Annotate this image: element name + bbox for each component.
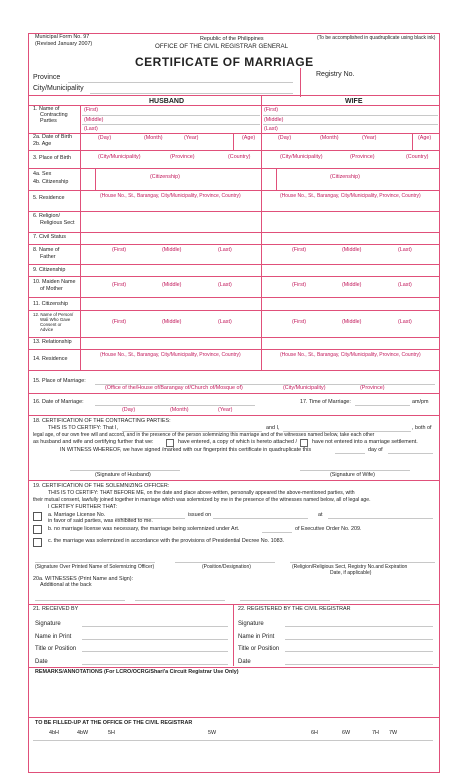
license-place-field[interactable]	[328, 518, 433, 519]
husband-middle-hint: (Middle)	[84, 117, 104, 123]
husband-residence-hint: (House No., St., Barangay, City/Municipality, Province, Country)	[100, 193, 241, 199]
label-consent: 12. Name of Person/	[33, 312, 74, 317]
registered-signature-field[interactable]	[285, 626, 433, 627]
s18-line4: IN WITNESS WHEREOF, we have signed /marked with our fingerprint this certificate in quadruplicate this	[60, 447, 312, 453]
received-title-field[interactable]	[82, 651, 228, 652]
registered-title-label: Title or Position	[238, 646, 280, 652]
registered-by-title: 22. REGISTERED BY THE CIVIL REGISTRAR	[238, 606, 351, 612]
no-license-checkbox[interactable]	[33, 525, 42, 534]
registered-name-field[interactable]	[285, 639, 433, 640]
s19-line2: their mutual consent, lawfully joined together in marriage which was solemnized by me in the presence of the witnesses named below, all of legal age.	[33, 497, 371, 503]
place-city-hint: (City/Municipality)	[283, 385, 326, 391]
label-relationship: 13. Relationship	[33, 339, 72, 345]
s19-line1: THIS IS TO CERTIFY: THAT BEFORE ME, on the date and place above-written, personally appeared the above-mentioned parties, with	[48, 490, 355, 496]
received-by-title: 21. RECEIVED BY	[33, 606, 79, 612]
husband-mother-middle-hint: (Middle)	[162, 282, 182, 288]
s18-line1b: and I,	[266, 425, 280, 431]
wife-citizenship-hint: (Citizenship)	[330, 174, 360, 180]
husband-consent-middle-hint: (Middle)	[162, 319, 182, 325]
wife-residence-hint: (House No., St., Barangay, City/Municipality, Province, Country)	[280, 193, 421, 199]
row-line	[29, 150, 439, 151]
husband-citizenship-hint: (Citizenship)	[150, 174, 180, 180]
husband-day-hint: (Day)	[98, 135, 112, 141]
wife-father-middle-hint: (Middle)	[342, 247, 362, 253]
row-line	[29, 244, 439, 245]
s19-c: c. the marriage was solemnized in accordance with the provisions of Presidential Decree No. 1083.	[48, 538, 285, 544]
label-consent-2: Wali Who Gave	[40, 317, 71, 322]
code-5W: 5W	[208, 730, 217, 736]
row-line	[29, 310, 439, 311]
marriage-month-hint: (Month)	[170, 407, 189, 413]
label-age: 2b. Age	[33, 141, 52, 147]
row-line	[29, 717, 439, 718]
form-revision: (Revised January 2007)	[35, 41, 93, 47]
s18-line3a: as husband and wife and certifying further that we:	[33, 439, 154, 445]
received-name-label: Name in Print	[35, 634, 72, 640]
label-sex: 4a. Sex	[33, 171, 52, 177]
wife-signature-label: (Signature of Wife)	[330, 472, 375, 478]
husband-first-hint: (First)	[84, 107, 99, 113]
registered-date-field[interactable]	[285, 664, 433, 665]
s18-line1c: , both of	[412, 425, 432, 431]
province-label: Province	[33, 74, 61, 81]
received-signature-field[interactable]	[82, 626, 228, 627]
article-field[interactable]	[262, 532, 292, 533]
spouse-column-divider	[261, 96, 262, 370]
registered-signature-label: Signature	[238, 621, 264, 627]
wife-first-hint: (First)	[264, 107, 279, 113]
label-citizenship-11: 11. Citizenship	[33, 301, 68, 307]
wife-day-hint: (Day)	[278, 135, 292, 141]
s18-title: 18. CERTIFICATION OF THE CONTRACTING PARTIES:	[33, 418, 171, 424]
wife-year-hint: (Year)	[362, 135, 377, 141]
s18-line3b: have entered, a copy of which is hereto attached /	[178, 439, 297, 445]
row-line	[29, 297, 439, 298]
registrar-divider	[233, 604, 234, 666]
wife-month-hint: (Month)	[320, 135, 339, 141]
place-province-hint: (Province)	[360, 385, 385, 391]
code-5H: 5H	[108, 730, 115, 736]
s19-a1b: issued on	[188, 512, 212, 518]
label-consent-4: Advice	[40, 327, 54, 332]
husband-pob-country-hint: (Country)	[228, 154, 251, 160]
wife-middle-field[interactable]	[263, 124, 438, 125]
s19-b: b. no marriage license was necessary, the marriage being solemnized under Art.	[48, 526, 240, 532]
witness-month-field[interactable]	[388, 453, 433, 454]
husband-age-hint: (Age)	[242, 135, 256, 141]
s19-line3: I CERTIFY FURTHER THAT:	[48, 504, 117, 510]
row-line	[29, 480, 439, 481]
s19-a1: a. Marriage License No.	[48, 512, 106, 518]
husband-year-hint: (Year)	[184, 135, 199, 141]
remarks-title: REMARKS/ANNOTATIONS (For LCRO/OCRG/Shari'a Circuit Registrar Use Only)	[35, 669, 239, 675]
wife-pob-city-hint: (City/Municipality)	[280, 154, 323, 160]
registered-title-field[interactable]	[285, 651, 433, 652]
wife-father-first-hint: (First)	[292, 247, 307, 253]
wife-pob-province-hint: (Province)	[350, 154, 375, 160]
wife-pob-country-hint: (Country)	[406, 154, 429, 160]
wife-signature-field[interactable]	[300, 470, 410, 471]
label-religion-2: Religious Sect	[40, 220, 75, 226]
label-citizenship: 4b. Citizenship	[33, 179, 69, 185]
wife-consent-last-hint: (Last)	[398, 319, 412, 325]
received-signature-label: Signature	[35, 621, 61, 627]
place-of-marriage-label: 15. Place of Marriage:	[33, 378, 86, 384]
license-issued-field[interactable]	[213, 518, 308, 519]
code-4bW: 4bW	[77, 730, 89, 736]
ampm-label: am/pm	[412, 399, 429, 405]
label-residence: 5. Residence	[33, 195, 65, 201]
husband-consent-first-hint: (First)	[112, 319, 127, 325]
row-line	[29, 190, 439, 191]
age-divider	[412, 133, 413, 150]
witness-day-field[interactable]	[335, 453, 365, 454]
label-religion: 6. Religion/	[33, 213, 60, 219]
pd1083-checkbox[interactable]	[33, 538, 42, 547]
wife-middle-hint: (Middle)	[264, 117, 284, 123]
republic-label: Republic of the Philippines	[200, 36, 264, 42]
label-consent-3: Consent or	[40, 322, 62, 327]
received-name-field[interactable]	[82, 639, 228, 640]
label-mother: 10. Maiden Name	[33, 279, 76, 285]
code-7W: 7W	[389, 730, 398, 736]
row-line	[29, 211, 439, 212]
husband-consent-last-hint: (Last)	[218, 319, 232, 325]
witness-4-field[interactable]	[340, 600, 430, 601]
s18-line4b: day of	[368, 447, 383, 453]
marriage-day-hint: (Day)	[122, 407, 136, 413]
code-4bH: 4bH	[49, 730, 59, 736]
officer-religion-field[interactable]	[290, 562, 435, 563]
received-date-field[interactable]	[82, 664, 228, 665]
wife-mother-middle-hint: (Middle)	[342, 282, 362, 288]
husband-father-last-hint: (Last)	[218, 247, 232, 253]
label-residence-14: 14. Residence	[33, 356, 68, 362]
label-citizenship-9: 9. Citizenship	[33, 267, 66, 273]
s18-line2: legal age, of our own free will and accord, and in the presence of the person solemnizing this marriage and of the witnesses named below, take each other	[33, 432, 375, 438]
label-father-2: Father	[40, 254, 56, 260]
remarks-field[interactable]	[33, 678, 433, 716]
wife-mother-first-hint: (First)	[292, 282, 307, 288]
header-rule	[29, 95, 439, 96]
city-field[interactable]	[90, 93, 293, 94]
label-dob: 2a. Date of Birth	[33, 134, 72, 140]
form-number: Municipal Form No. 97	[35, 34, 90, 40]
s18-line3c: have not entered into a marriage settlement.	[312, 439, 418, 445]
code-rule	[33, 740, 433, 741]
wife-consent-first-hint: (First)	[292, 319, 307, 325]
husband-middle-field[interactable]	[82, 124, 260, 125]
settlement-entered-checkbox[interactable]	[166, 439, 174, 447]
province-field[interactable]	[68, 82, 293, 83]
form-border	[28, 33, 440, 773]
husband-father-middle-hint: (Middle)	[162, 247, 182, 253]
registered-date-label: Date	[238, 659, 251, 665]
wife-last-hint: (Last)	[264, 126, 278, 132]
label-father: 8. Name of	[33, 247, 60, 253]
husband-mother-last-hint: (Last)	[218, 282, 232, 288]
wife-consent-middle-hint: (Middle)	[342, 319, 362, 325]
husband-column-header: HUSBAND	[149, 98, 184, 105]
settlement-not-entered-checkbox[interactable]	[300, 439, 308, 447]
marriage-year-hint: (Year)	[218, 407, 233, 413]
s19-a2: in favor of said parties, was exhibited to me.	[48, 518, 153, 524]
registry-label: Registry No.	[316, 71, 355, 78]
officer-position-field[interactable]	[175, 562, 275, 563]
label-mother-2: of Mother	[40, 286, 63, 292]
husband-consent-residence-hint: (House No., St., Barangay, City/Municipality, Province, Country)	[100, 352, 241, 358]
row-line	[29, 370, 439, 371]
wife-mother-last-hint: (Last)	[398, 282, 412, 288]
row-line	[29, 604, 439, 605]
registered-name-label: Name in Print	[238, 634, 275, 640]
code-7H: 7H	[372, 730, 379, 736]
officer-religion-label-2: Date, if applicable)	[330, 570, 372, 576]
officer-signature-label: (Signature Over Printed Name of Solemnizing Officer)	[35, 564, 155, 570]
wife-column-header: WIFE	[345, 98, 363, 105]
officer-signature-field[interactable]	[35, 562, 155, 563]
officer-religion-label: (Religion/Religious Sect, Registry No.and Expiration	[292, 564, 408, 570]
time-of-marriage-field[interactable]	[355, 405, 410, 406]
footer-title: TO BE FILLED-UP AT THE OFFICE OF THE CIVIL REGISTRAR	[35, 720, 193, 726]
sex-divider	[95, 168, 96, 190]
row-line	[29, 133, 439, 134]
s18-line1a: THIS IS TO CERTIFY: That I,	[48, 425, 118, 431]
wife-consent-residence-hint: (House No., St., Barangay, City/Municipality, Province, Country)	[280, 352, 421, 358]
label-name-3: Parties	[40, 118, 57, 124]
wife-father-last-hint: (Last)	[398, 247, 412, 253]
age-divider	[233, 133, 234, 150]
witness-3-field[interactable]	[240, 600, 330, 601]
wife-first-field[interactable]	[263, 115, 438, 116]
witness-1-field[interactable]	[35, 600, 125, 601]
husband-signature-label: (Signature of Husband)	[95, 472, 151, 478]
witnesses-subtitle: Additional at the back	[40, 582, 92, 588]
code-6H: 6H	[311, 730, 318, 736]
row-line	[29, 232, 439, 233]
place-office-hint: (Office of the/House of/Barangay of/Church of/Mosque of)	[105, 385, 243, 391]
date-of-marriage-field[interactable]	[95, 405, 255, 406]
husband-father-first-hint: (First)	[112, 247, 127, 253]
label-name: 1. Name of	[33, 106, 60, 112]
label-column-divider	[80, 105, 81, 370]
husband-pob-province-hint: (Province)	[170, 154, 195, 160]
husband-signature-field[interactable]	[70, 470, 180, 471]
row-line	[29, 276, 439, 277]
registry-divider	[300, 68, 301, 97]
row-line	[29, 667, 439, 668]
received-title-label: Title or Position	[35, 646, 77, 652]
form-title: CERTIFICATE OF MARRIAGE	[135, 55, 314, 69]
wife-age-hint: (Age)	[418, 135, 432, 141]
witnesses-title: 20a. WITNESSES (Print Name and Sign):	[33, 576, 134, 582]
husband-pob-city-hint: (City/Municipality)	[98, 154, 141, 160]
label-civil-status: 7. Civil Status	[33, 234, 66, 240]
husband-first-field[interactable]	[82, 115, 260, 116]
sex-divider	[276, 168, 277, 190]
row-line	[29, 168, 439, 169]
time-of-marriage-label: 17. Time of Marriage:	[300, 399, 351, 405]
row-line	[29, 415, 439, 416]
husband-mother-first-hint: (First)	[112, 282, 127, 288]
ink-note: (To be accomplished in quadruplicate using black ink)	[317, 35, 436, 41]
officer-position-label: (Position/Designation)	[202, 564, 251, 570]
husband-month-hint: (Month)	[144, 135, 163, 141]
row-line	[29, 264, 439, 265]
label-name-2: Contracting	[40, 112, 68, 118]
s19-b2: of Executive Order No. 209.	[295, 526, 362, 532]
witness-2-field[interactable]	[135, 600, 225, 601]
row-line	[29, 105, 439, 106]
office-label: OFFICE OF THE CIVIL REGISTRAR GENERAL	[155, 43, 289, 50]
label-pob: 3. Place of Birth	[33, 155, 72, 161]
s19-title: 19. CERTIFICATION OF THE SOLEMNIZING OFFICER:	[33, 483, 170, 489]
license-checkbox[interactable]	[33, 512, 42, 521]
city-label: City/Municipality	[33, 85, 84, 92]
row-line	[29, 337, 439, 338]
husband-last-hint: (Last)	[84, 126, 98, 132]
received-date-label: Date	[35, 659, 48, 665]
code-6W: 6W	[342, 730, 351, 736]
row-line	[29, 393, 439, 394]
date-of-marriage-label: 16. Date of Marriage:	[33, 399, 84, 405]
row-line	[29, 349, 439, 350]
s19-a1c: at	[318, 512, 323, 518]
